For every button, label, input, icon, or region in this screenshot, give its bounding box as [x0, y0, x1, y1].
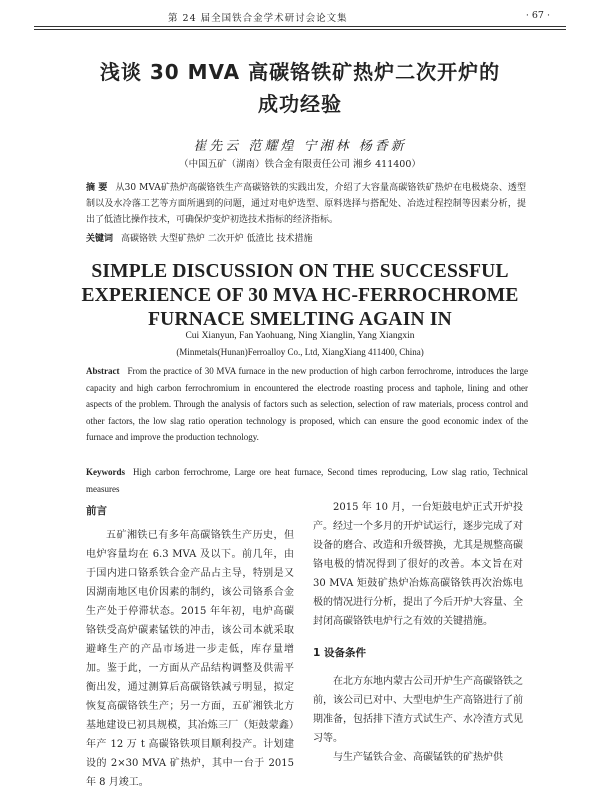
en-abstract-label: Abstract [86, 366, 120, 376]
cn-keywords [86, 231, 526, 247]
cn-keywords-text: 高碳铬铁 大型矿热炉 二次开炉 低渣比 技术措施 [121, 234, 313, 244]
cn-title-line1: 浅谈 30 MVA 高碳铬铁矿热炉二次开炉的 [99, 60, 501, 84]
left-column-text: 五矿湘铁已有多年高碳铬铁生产历史，但电炉容量均在 6.3 MVA 及以下。前几年，由于国内进口铬系铁合金产品占主导，特别是又因湖南地区电价因素的制约，该公司铬系合金生产处于停滞状态。2015 年年初，电炉高碳铬铁受高炉碳素锰铁的冲击，该公司本就采取避峰生产的产品市场进一步走低，库存量增加。鉴于此，一方面从产品结构调整及供需平衡出发，通过测算后高碳铬铁减亏明显，拟定恢复高碳铬铁生产；另一方面，五矿湘铁北方基地建设已初具规模，其冶炼三厂（矩鼓蒙鑫）年产 12 万 t 高碳铬铁项目顺利投产。计划建设的 2×30 MVA 矿热炉，其中一台于 2015 年 8 月竣工。 [86, 530, 294, 788]
en-affiliation: (Minmetals(Hunan)Ferroalloy Co., Ltd, XiangXiang 411400, China) [176, 347, 424, 357]
header-rule-thin [34, 29, 566, 30]
en-keywords-text: High carbon ferrochrome, Large ore heat furnace, Second times reproducing, Low slag ratio, Technical measures [86, 467, 528, 494]
en-title-line1: SIMPLE DISCUSSION ON THE SUCCESSFUL [91, 261, 509, 282]
left-column [86, 526, 294, 792]
right-column-p3: 与生产锰铁合金、高碳锰铁的矿热炉供 [333, 752, 503, 763]
en-abstract-text: From the practice of 30 MVA furnace in the new production of high carbon ferrochrome, introduces the large capacity and high carbon ferrochromium in encountered the electrode roasting process and taphole, lining and other aspects of the problem. Through the analysis of factors such as selection, selection of raw materials, process control and other factors, the low slag ratio operation technology is proposed, which can ensure the good economic index of the furnace and improve the production technology. [86, 366, 528, 442]
cn-affiliation: （中国五矿（湖南）铁合金有限责任公司 湘乡 411400） [179, 159, 421, 170]
right-column-p1: 2015 年 10 月，一台矩鼓电炉正式开炉投产。经过一个多月的开炉试运行，逐步完成了对设备的磨合、改造和升级替换，尤其是规整高碳铬电极的情况得到了很好的改善。本文旨在对 30 MVA 矩鼓矿热炉冶炼高碳铬铁再次治炼电极的情况进行分析，提出了今后开炉大容量、全封闭高碳铬铁电炉行之有效的关键措施。 [313, 502, 523, 627]
header-rule [34, 26, 566, 27]
cn-keywords-label: 关键词 [86, 234, 114, 244]
page-number: · 67 · [525, 10, 550, 21]
en-authors: Cui Xianyun, Fan Yaohuang, Ning Xianglin, Yang Xiangxin [185, 331, 415, 341]
en-title-line3: FURNACE SMELTING AGAIN IN [148, 309, 452, 330]
right-column [313, 498, 523, 631]
cn-authors: 崔先云 范耀煌 宁湘林 杨香新 [193, 139, 407, 154]
right-column-p2: 在北方东地内蒙古公司开炉生产高碳铬铁之前，该公司已对中、大型电炉生产高铬进行了前期准备，包括排下渣方式试生产、水冷渣方式见习等。 [313, 676, 523, 744]
cn-title-line2: 成功经验 [258, 92, 342, 116]
right-column-lower [313, 672, 523, 767]
preface-heading: 前言 [86, 505, 107, 517]
cn-abstract [86, 180, 526, 228]
en-abstract [86, 363, 528, 446]
running-header: 第 24 届全国铁合金学术研讨会论文集 [168, 13, 348, 24]
cn-abstract-label: 摘 要 [86, 183, 108, 193]
en-keywords-label: Keywords [86, 467, 125, 477]
en-keywords [86, 464, 528, 497]
en-title-line2: EXPERIENCE OF 30 MVA HC-FERROCHROME [81, 285, 519, 306]
section1-heading: 1 设备条件 [313, 647, 366, 659]
cn-abstract-text: 从30 MVA矿热炉高碳铬铁生产高碳铬铁的实践出发，介绍了大容量高碳铬铁矿热炉在电极烧杂、透型制以及水冷落工艺等方面所遇到的问题，通过对电炉选型、原料选择与搭配处、冶选过程控制等因素分析，提出了低渣比操作技术，可确保炉变炉初选技术指标的经济指标。 [86, 183, 526, 225]
